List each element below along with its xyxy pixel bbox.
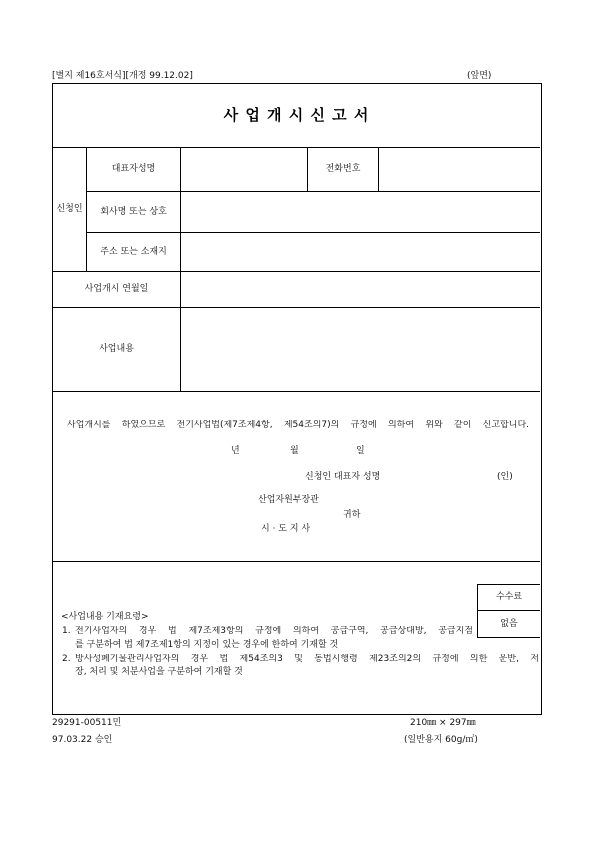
representative-name-field[interactable] [181, 148, 308, 192]
company-label-cell [87, 192, 181, 233]
instruction-line: 를 구분하여 법 제7조제1항의 지정이 있는 경우에 한하여 기재할 것 [75, 640, 339, 650]
instruction-line: 장, 처리 및 처분사업을 구분하여 기재할 것 [75, 667, 243, 677]
recipient-ministry: 산업자원부장관 [258, 495, 319, 505]
report-form [52, 83, 542, 715]
instruction-marker: 1. [62, 626, 71, 636]
business-label: 사업내용 [99, 344, 134, 354]
footer-approval: 97.03.22 승인 [52, 735, 113, 745]
seal-mark: (인) [497, 472, 513, 482]
representative-label-cell [87, 148, 181, 192]
instruction-marker: 2. [62, 654, 71, 664]
instructions-block [53, 562, 540, 713]
address-field[interactable] [181, 233, 540, 272]
declaration-block [53, 392, 540, 562]
fee-value-cell [478, 611, 540, 637]
representative-label: 대표자성명 [111, 164, 156, 174]
instruction-line: 전기사업자의 경우 법 제7조제3항의 규정에 의하여 공급구역, 공급상대방, 공급지점 [75, 626, 473, 636]
applicant-group-label: 신청인 [56, 204, 83, 214]
address-label-cell [87, 233, 181, 272]
recipient-governor: 시 · 도 지 사 [261, 524, 311, 534]
footer-paper-type: (일반용지 60g/㎡) [404, 735, 478, 745]
signer-label: 신청인 대표자 성명 [305, 472, 381, 482]
business-content-field[interactable] [181, 308, 540, 392]
title-row [53, 84, 540, 148]
fee-label: 수수료 [495, 592, 523, 602]
fee-label-cell [478, 585, 540, 611]
start-date-label-cell [53, 272, 181, 308]
page-side-label: (앞면) [467, 71, 492, 81]
company-field[interactable] [181, 192, 540, 233]
footer-form-code: 29291-00511민 [52, 718, 122, 728]
form-number: [별지 제16호서식][개정 99.12.02] [52, 71, 193, 81]
address-label: 주소 또는 소재지 [100, 246, 167, 257]
phone-label-cell [308, 148, 379, 192]
date-day-label: 일 [356, 446, 365, 456]
date-month-label: 월 [290, 446, 299, 456]
start-date-field[interactable] [181, 272, 540, 308]
applicant-group-cell [53, 148, 87, 272]
footer-paper-size: 210㎜ × 297㎜ [410, 718, 476, 728]
recipient-honorific: 귀하 [343, 510, 361, 520]
phone-label: 전화번호 [325, 164, 361, 174]
date-year-label: 년 [231, 446, 240, 456]
fee-box [477, 584, 540, 638]
company-label: 회사명 또는 상호 [100, 206, 167, 217]
start-date-label: 사업개시 연월일 [84, 284, 149, 294]
business-label-cell [53, 308, 181, 392]
declaration-statement: 사업개시를 하였으므로 전기사업법(제7조제4항, 제54조의7)의 규정에 의하여 위와 같이 신고합니다. [67, 420, 529, 430]
instruction-line: 방사성폐기물관리사업자의 경우 법 제54조의3 및 동법시행령 제23조의2의 규정에 의한 운반, 저 [75, 654, 539, 664]
form-title: 사 업 개 시 신 고 서 [223, 106, 370, 124]
instructions-heading: <사업내용 기재요령> [61, 612, 149, 622]
fee-value: 없음 [500, 618, 518, 629]
phone-field[interactable] [379, 148, 540, 192]
